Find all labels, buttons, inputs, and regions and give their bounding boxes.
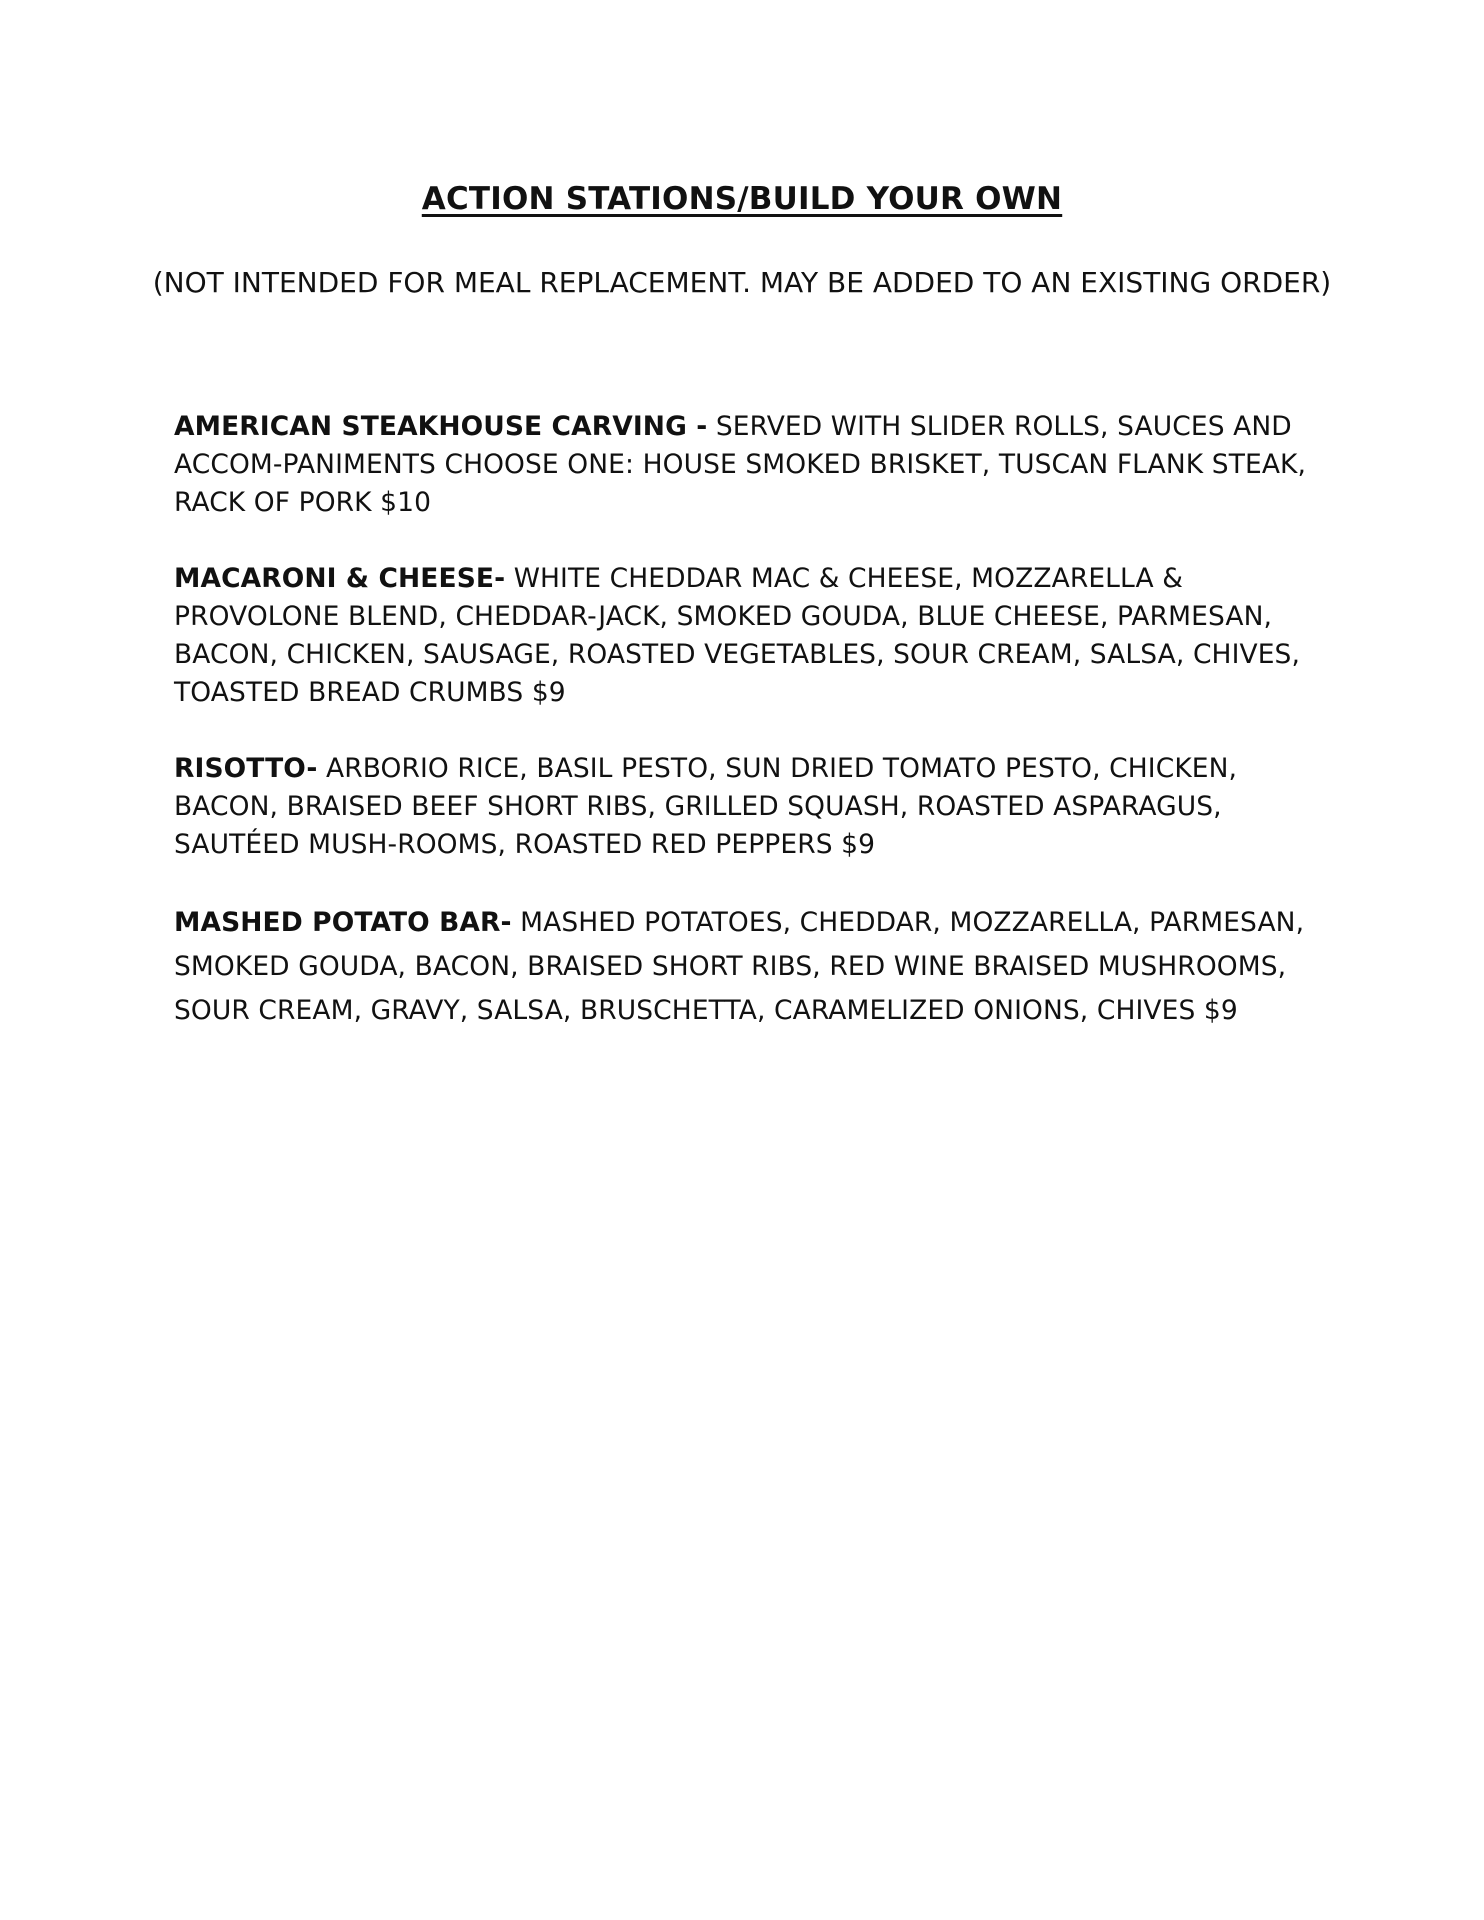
menu-item-description: SERVED WITH SLIDER ROLLS, SAUCES AND ACCOM-PANIMENTS CHOOSE ONE: HOUSE SMOKED BRISKET, TUSCAN FLANK STEAK, RACK OF PORK $10 [174, 410, 1307, 518]
menu-item-description: WHITE CHEDDAR MAC & CHEESE, MOZZARELLA & PROVOLONE BLEND, CHEDDAR-JACK, SMOKED GOUDA, BLUE CHEESE, PARMESAN, BACON, CHICKEN, SAUSAGE, ROASTED VEGETABLES, SOUR CREAM, SALSA, CHIVES, TOASTED BREAD CRUMBS $9 [174, 562, 1300, 708]
menu-item-mashed-potato-bar [174, 901, 1324, 1033]
page-subtitle: (NOT INTENDED FOR MEAL REPLACEMENT. MAY BE ADDED TO AN EXISTING ORDER) [152, 266, 1332, 299]
menu-item-macaroni-cheese [174, 560, 1324, 712]
page-title: ACTION STATIONS/BUILD YOUR OWN [421, 181, 1063, 217]
menu-item-american-steakhouse-carving [174, 408, 1324, 522]
menu-item-description: ARBORIO RICE, BASIL PESTO, SUN DRIED TOMATO PESTO, CHICKEN, BACON, BRAISED BEEF SHORT RIBS, GRILLED SQUASH, ROASTED ASPARAGUS, SAUTÉED MUSH-ROOMS, ROASTED RED PEPPERS $9 [174, 752, 1238, 860]
menu-item-name: AMERICAN STEAKHOUSE CARVING - [174, 410, 708, 442]
menu-item-name: RISOTTO- [174, 752, 318, 784]
menu-item-name: MACARONI & CHEESE- [174, 562, 506, 594]
menu-item-name: MASHED POTATO BAR- [174, 906, 512, 938]
menu-item-risotto [174, 750, 1324, 864]
menu-item-description: MASHED POTATOES, CHEDDAR, MOZZARELLA, PARMESAN, SMOKED GOUDA, BACON, BRAISED SHORT RIBS, RED WINE BRAISED MUSHROOMS, SOUR CREAM, GRAVY, SALSA, BRUSCHETTA, CARAMELIZED ONIONS, CHIVES $9 [174, 906, 1305, 1026]
